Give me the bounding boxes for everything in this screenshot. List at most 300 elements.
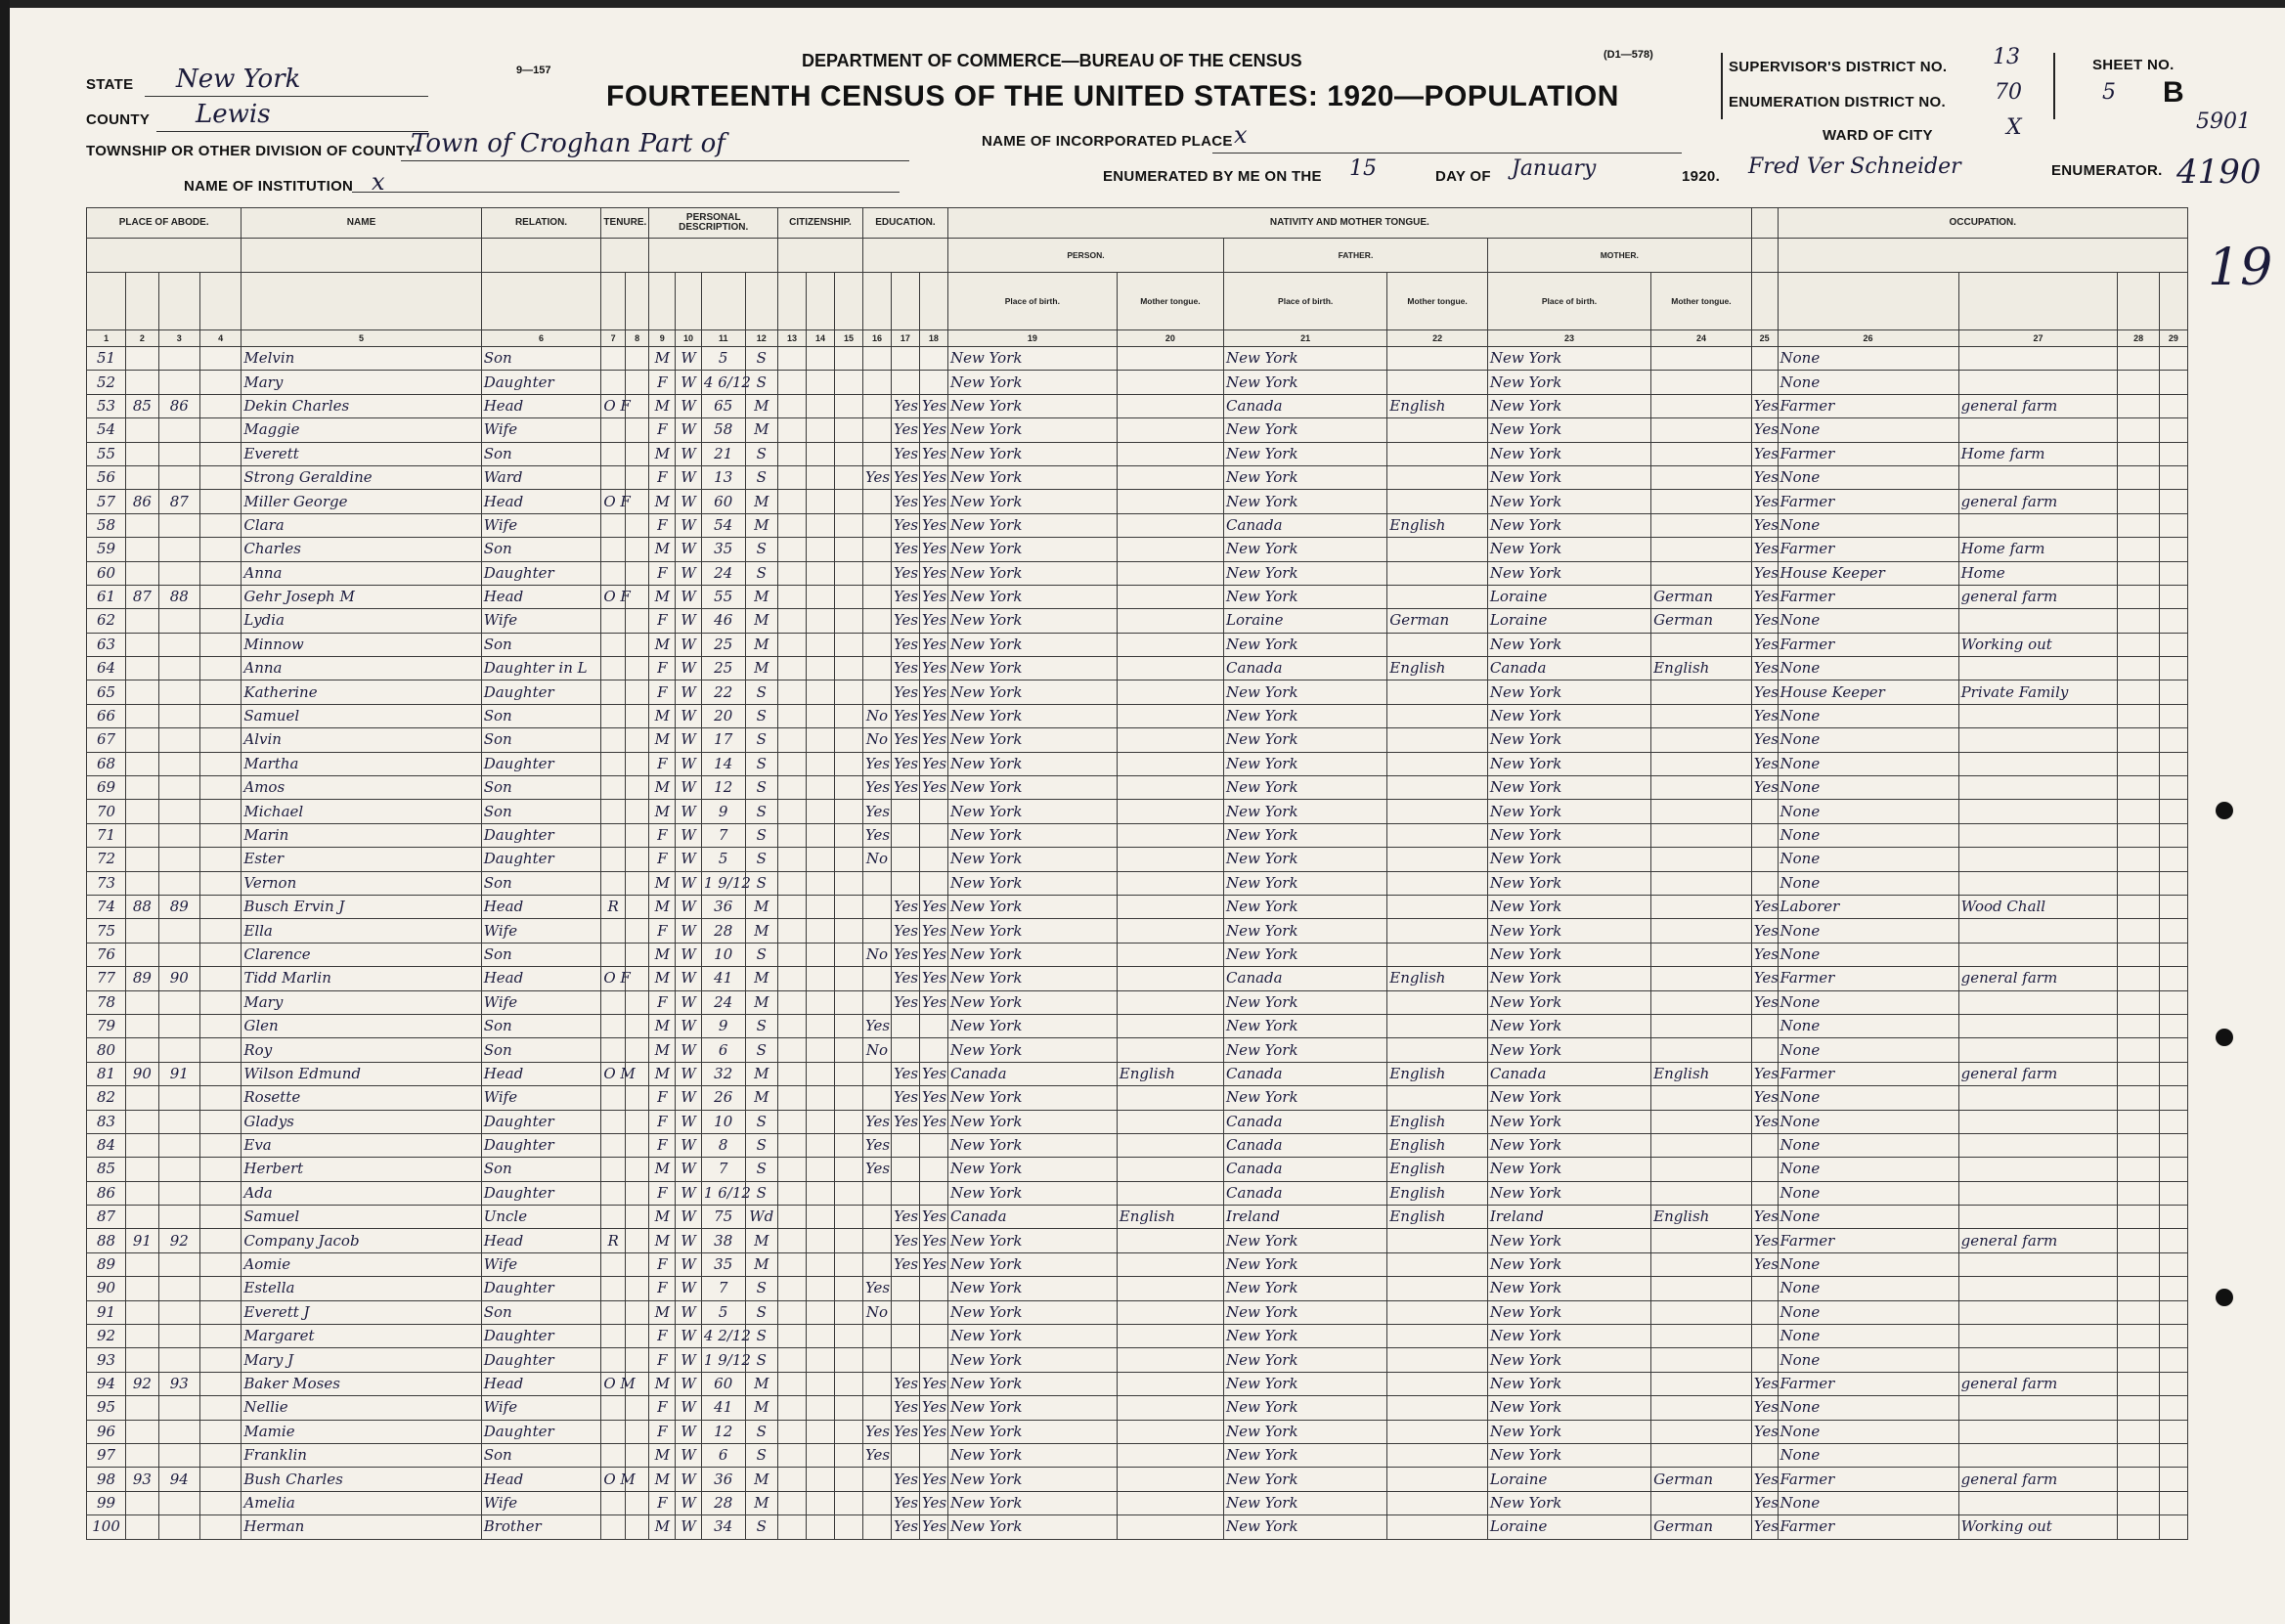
column-number: 19 xyxy=(947,330,1117,347)
cell-empty xyxy=(2118,347,2159,371)
cell-fmt xyxy=(1387,1229,1488,1252)
cell-mar: S xyxy=(745,1014,777,1037)
cell-eng: Yes xyxy=(1751,728,1778,752)
cell-empty xyxy=(834,1420,862,1443)
cell-fpob: New York xyxy=(1224,633,1387,656)
cell-fmt xyxy=(1387,538,1488,561)
cell-fmt: English xyxy=(1387,1206,1488,1229)
cell-fmt: English xyxy=(1387,967,1488,990)
cell-dw xyxy=(126,943,158,966)
cell-sex: F xyxy=(649,1252,676,1276)
cell-empty xyxy=(834,848,862,871)
table-row xyxy=(87,680,2188,704)
cell-line: 66 xyxy=(87,704,126,727)
cell-race: W xyxy=(676,752,702,775)
cell-fpob: New York xyxy=(1224,823,1387,847)
cell-race: W xyxy=(676,823,702,847)
cell-read: Yes xyxy=(891,657,919,680)
cell-mmt xyxy=(1651,561,1752,585)
cell-eng: Yes xyxy=(1751,513,1778,537)
cap-26 xyxy=(1778,273,1958,330)
cell-race: W xyxy=(676,633,702,656)
cell-rel: Daughter xyxy=(481,848,601,871)
cell-empty xyxy=(2159,728,2187,752)
cell-eng: Yes xyxy=(1751,1229,1778,1252)
cell-name: Vernon xyxy=(242,871,481,895)
cell-mt xyxy=(1117,633,1223,656)
cell-empty xyxy=(2159,990,2187,1014)
cap-5 xyxy=(242,273,481,330)
cell-mt xyxy=(1117,1348,1223,1372)
cell-line: 61 xyxy=(87,585,126,608)
cell-empty xyxy=(2159,848,2187,871)
cell-line: 87 xyxy=(87,1206,126,1229)
cell-sch xyxy=(862,1348,891,1372)
form-number: 9—157 xyxy=(516,65,551,76)
cell-dw xyxy=(126,919,158,943)
cell-read xyxy=(891,347,919,371)
cell-rel: Daughter xyxy=(481,1133,601,1157)
cell-race: W xyxy=(676,1372,702,1395)
column-number: 20 xyxy=(1117,330,1223,347)
cell-sch: No xyxy=(862,848,891,871)
cell-fpob: Canada xyxy=(1224,1110,1387,1133)
column-number: 28 xyxy=(2118,330,2159,347)
cell-empty xyxy=(2118,728,2159,752)
cell-empty xyxy=(806,1110,834,1133)
cell-fam xyxy=(158,1133,199,1157)
cell-empty xyxy=(777,1300,806,1324)
table-row xyxy=(87,513,2188,537)
cell-empty xyxy=(199,1325,241,1348)
cell-own xyxy=(601,1491,626,1514)
cell-sex: M xyxy=(649,1300,676,1324)
cell-empty xyxy=(625,1038,649,1062)
cap-17 xyxy=(891,273,919,330)
cell-rel: Wife xyxy=(481,609,601,633)
cell-own xyxy=(601,1277,626,1300)
cell-empty xyxy=(625,633,649,656)
cell-empty xyxy=(834,1396,862,1420)
cell-empty xyxy=(777,1372,806,1395)
cell-read: Yes xyxy=(891,513,919,537)
cell-fpob: New York xyxy=(1224,1348,1387,1372)
cell-own xyxy=(601,1133,626,1157)
cell-line: 90 xyxy=(87,1277,126,1300)
cell-eng: Yes xyxy=(1751,465,1778,489)
township-line xyxy=(401,160,909,161)
table-row xyxy=(87,1133,2188,1157)
cell-age: 25 xyxy=(701,657,745,680)
cell-empty xyxy=(777,1396,806,1420)
sub-tenure xyxy=(601,239,649,273)
cell-ind xyxy=(1958,776,2118,800)
cell-rel: Son xyxy=(481,1158,601,1181)
cell-own: R xyxy=(601,895,626,918)
cell-line: 65 xyxy=(87,680,126,704)
cell-sch xyxy=(862,585,891,608)
cell-empty xyxy=(806,347,834,371)
table-row xyxy=(87,1229,2188,1252)
cap-3 xyxy=(158,273,199,330)
cell-age: 6 xyxy=(701,1038,745,1062)
incorporated-label: NAME OF INCORPORATED PLACE xyxy=(982,133,1233,150)
cell-pob: New York xyxy=(947,1252,1117,1276)
cell-write: Yes xyxy=(919,442,947,465)
cell-write: Yes xyxy=(919,1420,947,1443)
cell-mar: M xyxy=(745,1491,777,1514)
cell-read xyxy=(891,848,919,871)
cell-occ: Farmer xyxy=(1778,1062,1958,1085)
cell-empty xyxy=(2118,394,2159,417)
cell-empty xyxy=(834,990,862,1014)
sub-abode xyxy=(87,239,242,273)
cell-write: Yes xyxy=(919,538,947,561)
county-value: Lewis xyxy=(196,100,271,129)
cell-mar: S xyxy=(745,823,777,847)
state-line xyxy=(145,96,428,97)
table-row xyxy=(87,657,2188,680)
cell-fpob: New York xyxy=(1224,1491,1387,1514)
cell-mt xyxy=(1117,1325,1223,1348)
cell-empty xyxy=(2118,776,2159,800)
cell-empty xyxy=(834,394,862,417)
cell-empty xyxy=(834,919,862,943)
cell-mar: M xyxy=(745,609,777,633)
cell-write: Yes xyxy=(919,704,947,727)
cell-name: Katherine xyxy=(242,680,481,704)
cell-own: O M xyxy=(601,1372,626,1395)
cell-mmt: German xyxy=(1651,585,1752,608)
cell-race: W xyxy=(676,1206,702,1229)
cell-empty xyxy=(777,1443,806,1467)
cap-28 xyxy=(2118,273,2159,330)
cell-read: Yes xyxy=(891,1420,919,1443)
cell-write xyxy=(919,1181,947,1205)
cell-fmt: English xyxy=(1387,1062,1488,1085)
cell-own xyxy=(601,657,626,680)
cell-sch xyxy=(862,609,891,633)
cell-race: W xyxy=(676,967,702,990)
cell-empty xyxy=(806,704,834,727)
cell-line: 77 xyxy=(87,967,126,990)
cell-race: W xyxy=(676,871,702,895)
cell-read: Yes xyxy=(891,728,919,752)
cell-fpob: Loraine xyxy=(1224,609,1387,633)
cell-empty xyxy=(199,657,241,680)
cell-mar: S xyxy=(745,1443,777,1467)
cell-empty xyxy=(625,990,649,1014)
cell-read: Yes xyxy=(891,704,919,727)
cell-name: Strong Geraldine xyxy=(242,465,481,489)
enumerator-name: Fred Ver Schneider xyxy=(1748,154,1961,179)
col-group-name: NAME xyxy=(242,208,481,239)
cell-mar: M xyxy=(745,990,777,1014)
cell-mar: S xyxy=(745,752,777,775)
cell-age: 21 xyxy=(701,442,745,465)
cell-empty xyxy=(834,1038,862,1062)
cell-mmt xyxy=(1651,1420,1752,1443)
cell-pob: New York xyxy=(947,1491,1117,1514)
cell-empty xyxy=(834,823,862,847)
table-row xyxy=(87,1252,2188,1276)
cell-name: Roy xyxy=(242,1038,481,1062)
cell-line: 52 xyxy=(87,371,126,394)
cell-mmt xyxy=(1651,1086,1752,1110)
cell-pob: New York xyxy=(947,633,1117,656)
cell-fam xyxy=(158,1300,199,1324)
cell-ind xyxy=(1958,513,2118,537)
cell-read: Yes xyxy=(891,585,919,608)
cell-empty xyxy=(806,776,834,800)
cell-empty xyxy=(199,1158,241,1181)
cell-empty xyxy=(199,633,241,656)
sub-personal xyxy=(649,239,778,273)
cell-own: O F xyxy=(601,490,626,513)
cell-empty xyxy=(2118,538,2159,561)
cell-mt xyxy=(1117,728,1223,752)
cell-write: Yes xyxy=(919,585,947,608)
cell-empty xyxy=(806,465,834,489)
cell-occ: None xyxy=(1778,1396,1958,1420)
cell-empty xyxy=(777,1229,806,1252)
cell-sex: M xyxy=(649,728,676,752)
cell-empty xyxy=(2118,585,2159,608)
cell-dw xyxy=(126,1300,158,1324)
sub-education xyxy=(862,239,947,273)
cell-line: 80 xyxy=(87,1038,126,1062)
cell-empty xyxy=(2159,1133,2187,1157)
cell-rel: Son xyxy=(481,442,601,465)
cell-empty xyxy=(199,1181,241,1205)
cell-pob: New York xyxy=(947,680,1117,704)
cell-empty xyxy=(2159,1348,2187,1372)
cell-ind xyxy=(1958,1277,2118,1300)
cell-sch xyxy=(862,1372,891,1395)
cell-empty xyxy=(2118,1300,2159,1324)
cell-age: 24 xyxy=(701,561,745,585)
cell-line: 68 xyxy=(87,752,126,775)
cell-mt xyxy=(1117,371,1223,394)
cell-line: 99 xyxy=(87,1491,126,1514)
cell-rel: Daughter xyxy=(481,823,601,847)
cell-empty xyxy=(625,752,649,775)
cell-empty xyxy=(806,418,834,442)
cell-sex: F xyxy=(649,1110,676,1133)
cell-empty xyxy=(2159,776,2187,800)
cell-dw xyxy=(126,1110,158,1133)
table-row xyxy=(87,1110,2188,1133)
cell-empty xyxy=(625,1300,649,1324)
cell-dw xyxy=(126,848,158,871)
cell-ind xyxy=(1958,728,2118,752)
cell-fpob: New York xyxy=(1224,1372,1387,1395)
cell-ind: general farm xyxy=(1958,1062,2118,1085)
cell-sch xyxy=(862,1206,891,1229)
cell-empty xyxy=(2118,1491,2159,1514)
cap-20: Mother tongue. xyxy=(1117,273,1223,330)
cell-mmt xyxy=(1651,1014,1752,1037)
cell-pob: New York xyxy=(947,1181,1117,1205)
cell-fmt xyxy=(1387,943,1488,966)
cell-occ: None xyxy=(1778,1086,1958,1110)
cell-mt: English xyxy=(1117,1062,1223,1085)
cell-eng: Yes xyxy=(1751,967,1778,990)
cell-fpob: New York xyxy=(1224,538,1387,561)
cell-occ: None xyxy=(1778,919,1958,943)
cell-empty xyxy=(2159,513,2187,537)
cell-empty xyxy=(2118,1515,2159,1539)
cell-mar: M xyxy=(745,657,777,680)
cell-fpob: New York xyxy=(1224,1443,1387,1467)
cell-read: Yes xyxy=(891,538,919,561)
cell-age: 17 xyxy=(701,728,745,752)
cell-pob: New York xyxy=(947,728,1117,752)
cell-mmt xyxy=(1651,1491,1752,1514)
cell-mpob: New York xyxy=(1487,1325,1650,1348)
cell-rel: Daughter xyxy=(481,1110,601,1133)
cell-line: 63 xyxy=(87,633,126,656)
cell-own xyxy=(601,1515,626,1539)
cell-mpob: New York xyxy=(1487,776,1650,800)
cell-empty xyxy=(834,633,862,656)
cell-mar: M xyxy=(745,1468,777,1491)
cell-empty xyxy=(2118,1420,2159,1443)
cell-own xyxy=(601,704,626,727)
cell-mmt xyxy=(1651,1277,1752,1300)
cell-empty xyxy=(2118,1206,2159,1229)
cell-own: R xyxy=(601,1229,626,1252)
cell-write: Yes xyxy=(919,633,947,656)
cell-fmt xyxy=(1387,465,1488,489)
cell-age: 28 xyxy=(701,919,745,943)
cell-fmt xyxy=(1387,1252,1488,1276)
cell-occ: Farmer xyxy=(1778,442,1958,465)
cell-ind xyxy=(1958,347,2118,371)
cell-age: 9 xyxy=(701,1014,745,1037)
corner-number: 5901 xyxy=(2196,110,2251,134)
cell-fam xyxy=(158,752,199,775)
cell-sch xyxy=(862,1325,891,1348)
cell-mmt xyxy=(1651,1229,1752,1252)
cell-sex: F xyxy=(649,752,676,775)
cell-mar: S xyxy=(745,943,777,966)
cell-empty xyxy=(2118,1062,2159,1085)
cell-age: 26 xyxy=(701,1086,745,1110)
column-number: 29 xyxy=(2159,330,2187,347)
cell-empty xyxy=(2118,1396,2159,1420)
cell-empty xyxy=(199,1372,241,1395)
cell-pob: New York xyxy=(947,1396,1117,1420)
cell-read: Yes xyxy=(891,919,919,943)
cell-sex: F xyxy=(649,680,676,704)
cell-own xyxy=(601,1300,626,1324)
cell-fpob: New York xyxy=(1224,1014,1387,1037)
institution-value: x xyxy=(372,168,385,196)
cell-fmt xyxy=(1387,1014,1488,1037)
cap-23: Place of birth. xyxy=(1487,273,1650,330)
cell-write: Yes xyxy=(919,657,947,680)
cell-empty xyxy=(625,657,649,680)
cell-dw: 91 xyxy=(126,1229,158,1252)
cell-fam xyxy=(158,848,199,871)
table-row xyxy=(87,728,2188,752)
cell-own xyxy=(601,1110,626,1133)
cell-occ: None xyxy=(1778,728,1958,752)
cap-15 xyxy=(834,273,862,330)
cell-read: Yes xyxy=(891,1491,919,1514)
cell-dw xyxy=(126,1277,158,1300)
cell-empty xyxy=(777,1158,806,1181)
cell-empty xyxy=(777,394,806,417)
cell-mpob: New York xyxy=(1487,871,1650,895)
cell-write: Yes xyxy=(919,967,947,990)
table-row xyxy=(87,609,2188,633)
cell-empty xyxy=(806,1229,834,1252)
cell-empty xyxy=(199,1062,241,1085)
table-row xyxy=(87,347,2188,371)
cell-empty xyxy=(2118,513,2159,537)
sub-mother: MOTHER. xyxy=(1487,239,1751,273)
cell-empty xyxy=(2118,1133,2159,1157)
cell-empty xyxy=(806,967,834,990)
cell-empty xyxy=(834,442,862,465)
cell-name: Tidd Marlin xyxy=(242,967,481,990)
enumeration-value: 70 xyxy=(1995,80,2022,105)
cell-read: Yes xyxy=(891,442,919,465)
cell-name: Wilson Edmund xyxy=(242,1062,481,1085)
cell-write xyxy=(919,347,947,371)
column-number: 16 xyxy=(862,330,891,347)
cell-dw xyxy=(126,1325,158,1348)
cell-own xyxy=(601,633,626,656)
cell-name: Everett xyxy=(242,442,481,465)
cell-eng xyxy=(1751,871,1778,895)
cell-sex: M xyxy=(649,800,676,823)
cell-mmt: German xyxy=(1651,1468,1752,1491)
column-number: 1 xyxy=(87,330,126,347)
cell-ind xyxy=(1958,609,2118,633)
cell-fam xyxy=(158,633,199,656)
cell-dw xyxy=(126,1206,158,1229)
cell-age: 65 xyxy=(701,394,745,417)
column-number: 24 xyxy=(1651,330,1752,347)
cell-empty xyxy=(199,561,241,585)
cell-name: Melvin xyxy=(242,347,481,371)
cell-mpob: New York xyxy=(1487,513,1650,537)
cell-dw xyxy=(126,1014,158,1037)
cell-dw xyxy=(126,800,158,823)
cell-sex: M xyxy=(649,394,676,417)
cell-mpob: New York xyxy=(1487,800,1650,823)
cell-own xyxy=(601,1086,626,1110)
cell-empty xyxy=(199,1252,241,1276)
cell-ind xyxy=(1958,800,2118,823)
cell-occ: None xyxy=(1778,1300,1958,1324)
cell-eng xyxy=(1751,1277,1778,1300)
cell-empty xyxy=(2159,561,2187,585)
cell-race: W xyxy=(676,442,702,465)
corner-number-2: 4190 xyxy=(2176,153,2262,192)
cell-dw xyxy=(126,347,158,371)
cell-mt xyxy=(1117,1515,1223,1539)
cell-fam xyxy=(158,823,199,847)
cell-eng: Yes xyxy=(1751,609,1778,633)
cell-occ: None xyxy=(1778,1014,1958,1037)
cell-sch: Yes xyxy=(862,1110,891,1133)
cell-empty xyxy=(806,1491,834,1514)
cell-pob: New York xyxy=(947,1300,1117,1324)
